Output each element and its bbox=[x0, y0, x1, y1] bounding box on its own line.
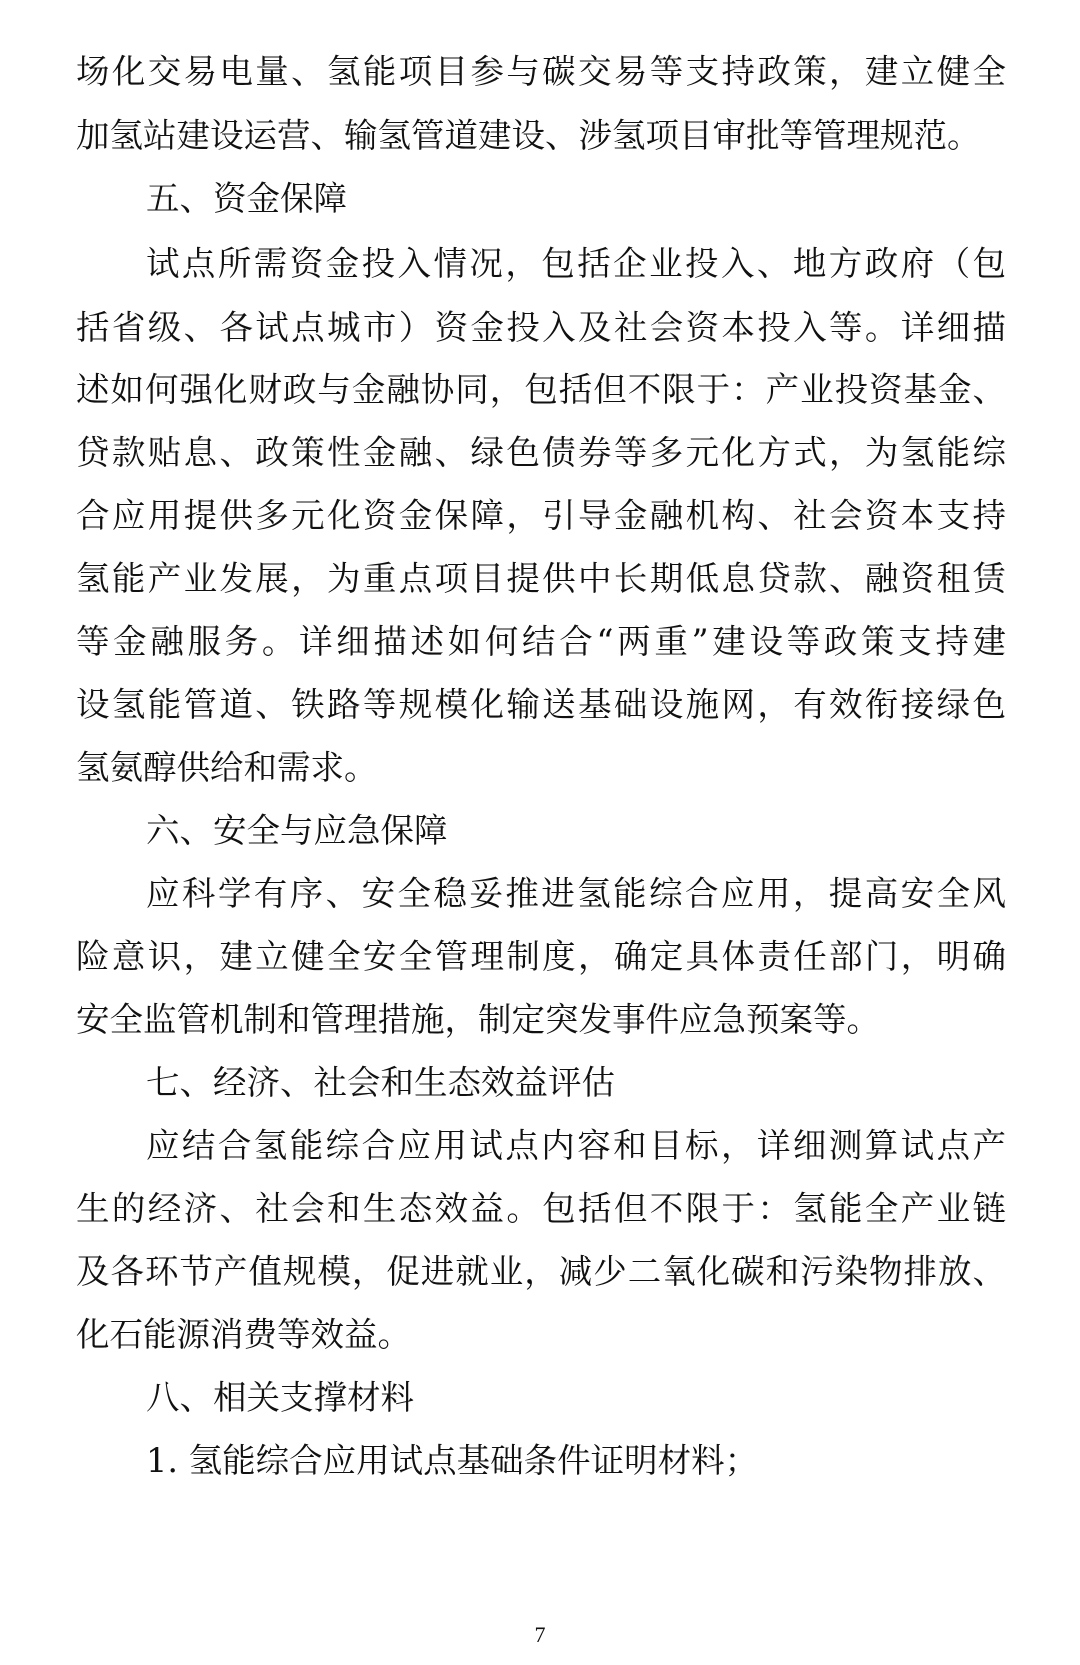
text-line: 应科学有序、安全稳妥推进氢能综合应用，提高安全风 bbox=[146, 874, 1006, 913]
section-heading-8: 八、相关支撑材料 bbox=[146, 1378, 414, 1417]
text-line: 安全监管机制和管理措施，制定突发事件应急预案等。 bbox=[76, 1000, 880, 1039]
text-line: 及各环节产值规模，促进就业，减少二氧化碳和污染物排放、 bbox=[76, 1252, 1006, 1291]
section-heading-7: 七、经济、社会和生态效益评估 bbox=[146, 1063, 615, 1102]
text-line: 氢能产业发展，为重点项目提供中长期低息贷款、融资租赁 bbox=[76, 559, 1006, 598]
text-line: 应结合氢能综合应用试点内容和目标，详细测算试点产 bbox=[146, 1126, 1006, 1165]
text-line: 生的经济、社会和生态效益。包括但不限于：氢能全产业链 bbox=[76, 1189, 1006, 1228]
text-line: 合应用提供多元化资金保障，引导金融机构、社会资本支持 bbox=[76, 496, 1006, 535]
text-line: 括省级、各试点城市）资金投入及社会资本投入等。详细描 bbox=[76, 308, 1006, 347]
text-line: 化石能源消费等效益。 bbox=[76, 1315, 411, 1354]
text-line: 险意识，建立健全安全管理制度，确定具体责任部门，明确 bbox=[76, 937, 1006, 976]
text-line: 贷款贴息、政策性金融、绿色债券等多元化方式，为氢能综 bbox=[76, 433, 1006, 472]
text-line: 加氢站建设运营、输氢管道建设、涉氢项目审批等管理规范。 bbox=[76, 116, 981, 155]
text-line: 场化交易电量、氢能项目参与碳交易等支持政策，建立健全 bbox=[76, 52, 1006, 91]
text-line: 述如何强化财政与金融协同，包括但不限于：产业投资基金、 bbox=[76, 370, 1006, 409]
text-line: 等金融服务。详细描述如何结合“两重”建设等政策支持建 bbox=[76, 622, 1006, 661]
text-line: 试点所需资金投入情况，包括企业投入、地方政府（包 bbox=[146, 244, 1006, 283]
text-line: 设氢能管道、铁路等规模化输送基础设施网，有效衔接绿色 bbox=[76, 685, 1006, 724]
section-heading-5: 五、资金保障 bbox=[146, 179, 347, 218]
section-heading-6: 六、安全与应急保障 bbox=[146, 811, 448, 850]
text-line: 氢氨醇供给和需求。 bbox=[76, 748, 378, 787]
page-number: 7 bbox=[534, 1622, 546, 1647]
list-item: 1. 氢能综合应用试点基础条件证明材料； bbox=[146, 1441, 759, 1480]
